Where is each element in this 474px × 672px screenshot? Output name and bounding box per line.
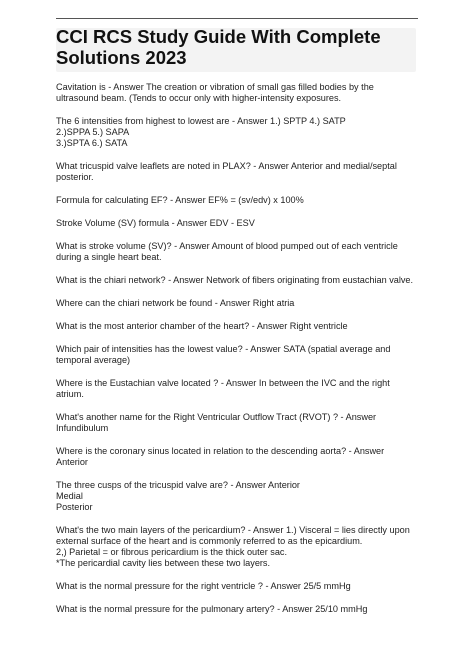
qa-entry-ef-formula: Formula for calculating EF? - Answer EF% = (sv/edv) x 100% — [56, 194, 304, 205]
qa-entry-chiari-network: What is the chiari network? - Answer Network of fibers originating from eustachian valve. — [56, 275, 414, 286]
document-title: CCI RCS Study Guide With Complete Solutions 2023 — [56, 26, 381, 68]
qa-entry-chiari-location: Where can the chiari network be found - Answer Right atria — [56, 298, 295, 309]
qa-entry-tricuspid-plax: What tricuspid valve leaflets are noted in PLAX? - Answer Anterior and medial/septal posterior. — [56, 160, 397, 182]
qa-entry-coronary-sinus: Where is the coronary sinus located in relation to the descending aorta? - Answer Anterior — [56, 446, 385, 468]
qa-entry-intensities: The 6 intensities from highest to lowest are - Answer 1.) SPTP 4.) SATP 2.)SPPA 5.) SAPA 3.)SPTA 6.) SATA — [56, 116, 346, 148]
qa-entry-pericardium: What's the two main layers of the pericardium? - Answer 1.) Visceral = lies directly upon external surface of the heart and is commonly referred to as the epicardium. 2,) Parietal = or fibrous pericardium is the thick outer sac. *The pericardial cavity lies between these two layers. — [56, 525, 410, 568]
qa-list — [56, 82, 418, 627]
qa-entry-tricuspid-cusps: The three cusps of the tricuspid valve are? - Answer Anterior Medial Posterior — [56, 480, 300, 513]
qa-entry-lowest-intensity: Which pair of intensities has the lowest value? - Answer SATA (spatial average and temporal average) — [56, 344, 391, 366]
qa-entry-anterior-chamber: What is the most anterior chamber of the heart? - Answer Right ventricle — [56, 321, 348, 332]
qa-entry-cavitation: Cavitation is - Answer The creation or vibration of small gas filled bodies by the ultrasound beam. (Tends to occur only with higher-intensity exposures. — [56, 82, 374, 103]
qa-entry-sv-formula: Stroke Volume (SV) formula - Answer EDV - ESV — [56, 218, 255, 228]
top-divider — [56, 18, 418, 19]
qa-entry-eustachian-valve: Where is the Eustachian valve located ? - Answer In between the IVC and the right atrium. — [56, 378, 390, 400]
qa-entry-rvot: What's another name for the Right Ventricular Outflow Tract (RVOT) ? - Answer Infundibulum — [56, 412, 377, 434]
qa-entry-sv-definition: What is stroke volume (SV)? - Answer Amount of blood pumped out of each ventricle during a single heart beat. — [56, 241, 398, 262]
qa-entry-pa-pressure: What is the normal pressure for the pulmonary artery? - Answer 25/10 mmHg — [56, 604, 368, 615]
qa-entry-rv-pressure: What is the normal pressure for the right ventricle ? - Answer 25/5 mmHg — [56, 581, 351, 592]
